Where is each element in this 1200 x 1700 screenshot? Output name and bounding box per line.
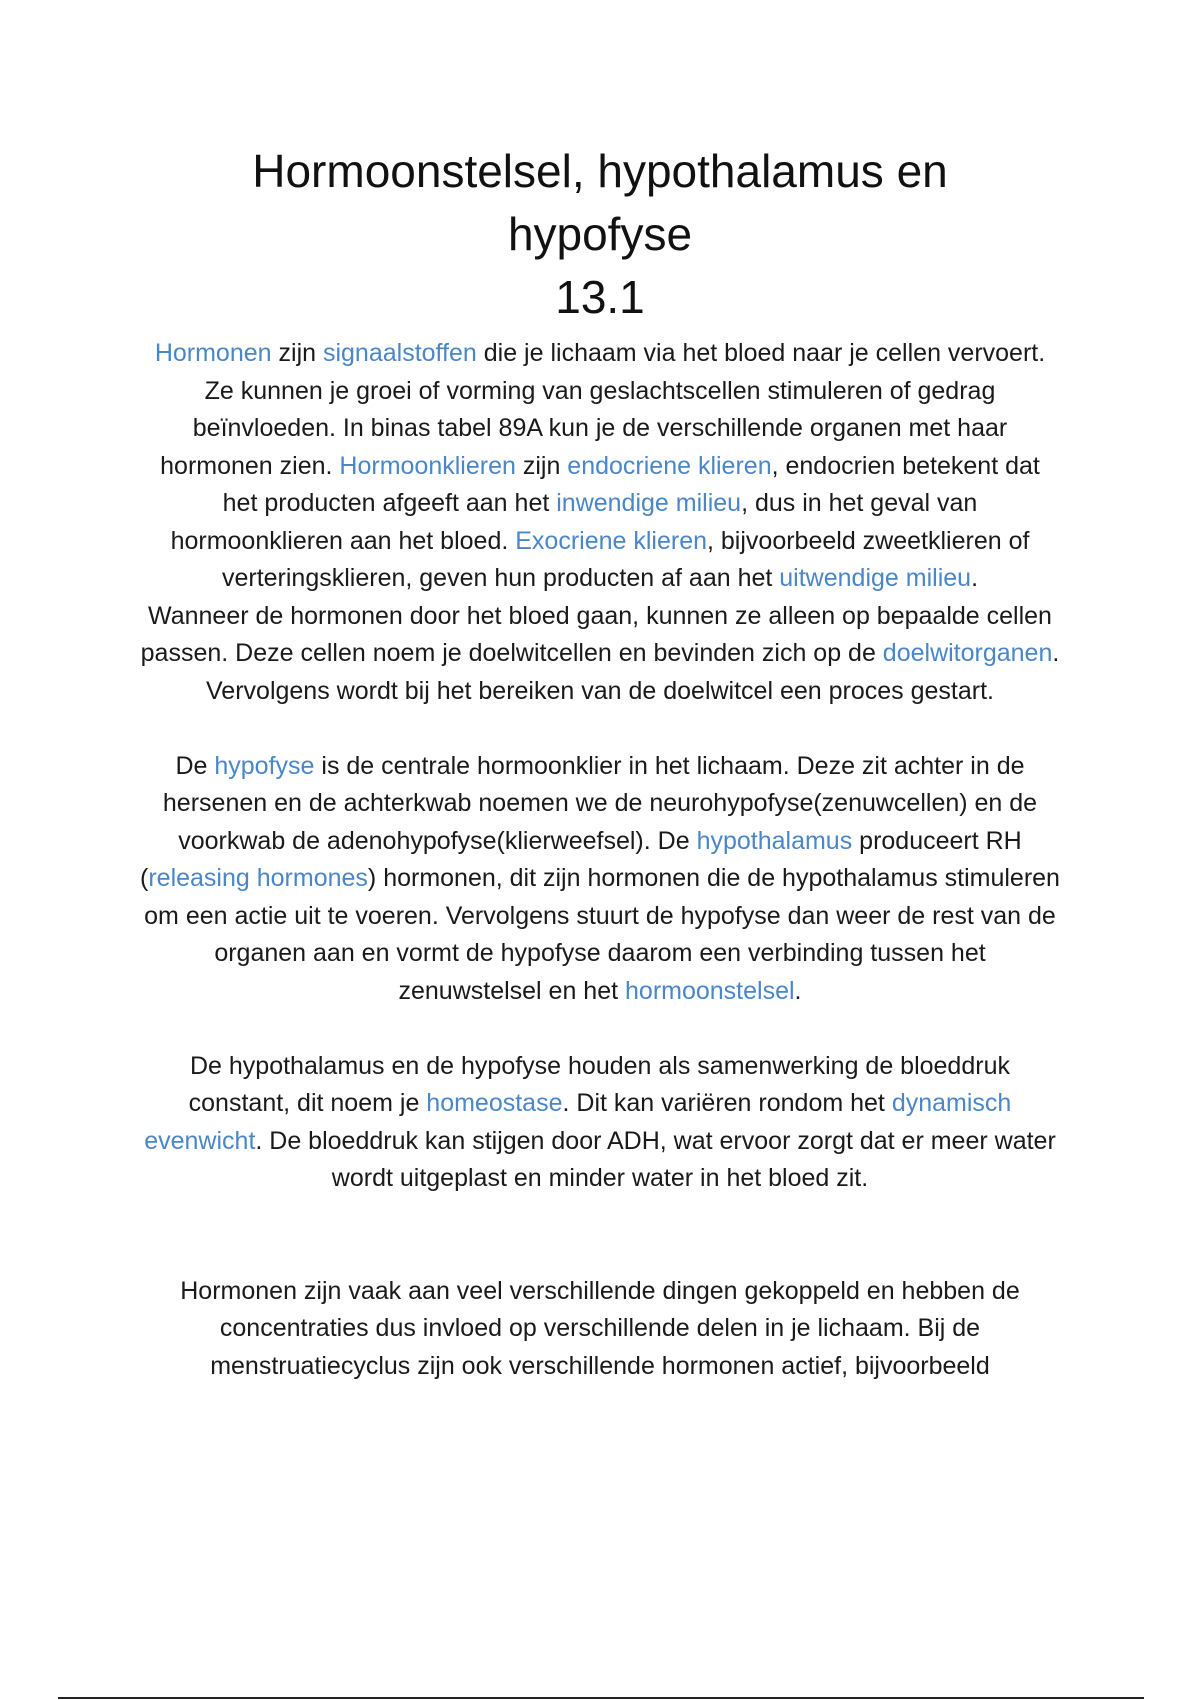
text-span: . De bloeddruk kan stijgen door ADH, wat ervoor zorgt dat er meer water wordt uitgeplast en minder water in het bloed zit. [255,1126,1056,1192]
term-endocriene-klieren: endocriene klieren [567,451,772,480]
paragraph-spacer [140,710,1060,748]
paragraph-homeostase [140,1048,1060,1198]
term-hypofyse: hypofyse [214,751,315,780]
title-line-2: hypofyse [507,208,693,260]
term-homeostase: homeostase [426,1089,563,1117]
paragraph-menstruatiecyclus [140,1273,1060,1386]
text-span: zijn [271,339,323,367]
text-span: ) hormonen, dit zijn hormonen die de hypothalamus stimuleren om een actie uit te voeren. Vervolgens stuurt de hypofyse dan weer de rest van de organen aan en vormt de hypofyse daarom een verbinding tussen het zenuwstelsel en het [144,864,1060,1005]
text-span: is de centrale hormoonklier in het lichaam. Deze zit achter in de hersenen en de achterkwab noemen we de neurohypofyse(zenuwcellen) en de voorkwab de adenohypofyse(klierweefsel). De [162,751,1038,855]
term-signaalstoffen: signaalstoffen [322,339,477,367]
text-span: . [794,976,802,1005]
text-span: De hypothalamus en de hypofyse houden als samenwerking de bloeddruk constant, dit noem je [188,1051,1010,1117]
text-span: , bijvoorbeeld zweetklieren of verteringsklieren, geven hun producten af aan het [221,526,1030,592]
term-uitwendige-milieu: uitwendige milieu [779,564,972,592]
term-hypothalamus: hypothalamus [696,826,853,855]
paragraph-spacer [140,1198,1060,1273]
page-bottom-rule [58,1697,1144,1699]
paragraph-hypofyse [140,748,1060,1011]
term-doelwitorganen: doelwitorganen [882,639,1053,667]
text-span: . Vervolgens wordt bij het bereiken van de doelwitcel een proces gestart. [206,639,1060,705]
term-hormonen: Hormonen [154,339,272,367]
term-releasing-hormones: releasing hormones [148,864,368,892]
page-title [0,140,1200,329]
body-text [140,335,1060,1385]
text-span: . Dit kan variëren rondom het [562,1089,892,1117]
text-span: , dus in het geval van hormoonklieren aan het bloed. [170,489,978,555]
text-span: . [971,564,979,592]
paragraph-hormones-intro [140,335,1060,598]
text-span: produceert RH ( [140,826,1022,892]
text-span: De [175,751,215,780]
text-span: Hormonen zijn vaak aan veel verschillende dingen gekoppeld en hebben de concentraties dus invloed op verschillende delen in je lichaam. Bij de menstruatiecyclus zijn ook verschillende hormonen actief, bijvoorbeeld [180,1276,1020,1380]
term-dynamisch-evenwicht: dynamisch evenwicht [144,1089,1012,1155]
text-span: zijn [515,451,568,480]
term-hormoonstelsel: hormoonstelsel [625,976,795,1005]
paragraph-spacer [140,1010,1060,1048]
text-span: , endocrien betekent dat het producten afgeeft aan het [222,451,1040,517]
term-hormoonklieren: Hormoonklieren [339,451,516,480]
paragraph-target-cells [140,598,1060,711]
text-span: die je lichaam via het bloed naar je cellen vervoert. Ze kunnen je groei of vorming van geslachtscellen stimuleren of gedrag beïnvloeden. In binas tabel 89A kun je de verschillende organen met haar hormonen zien. [160,339,1046,480]
term-exocriene-klieren: Exocriene klieren [515,526,708,555]
term-inwendige-milieu: inwendige milieu [556,489,742,517]
text-span: Wanneer de hormonen door het bloed gaan, kunnen ze alleen op bepaalde cellen passen. Deze cellen noem je doelwitcellen en bevinden zich op de [140,601,1052,667]
title-line-1: Hormoonstelsel, hypothalamus en [252,145,948,197]
section-number: 13.1 [555,271,645,323]
